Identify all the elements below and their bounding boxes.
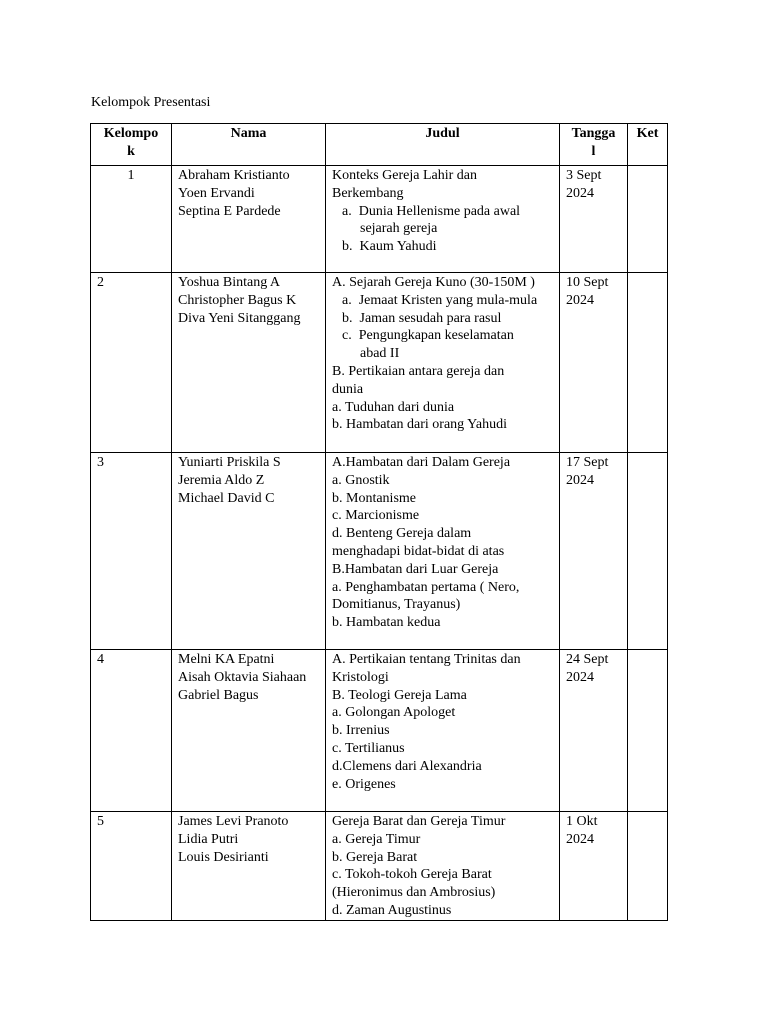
member-name: Yuniarti Priskila S: [178, 455, 281, 470]
cell-tanggal: [560, 812, 628, 921]
topic-line: c. Marcionisme: [332, 508, 420, 524]
topic-item-marker: c.: [342, 328, 352, 344]
topic-line: menghadapi bidat-bidat di atas: [332, 543, 505, 559]
topic-line: d.Clemens dari Alexandria: [332, 758, 482, 774]
topic-line: b. Hambatan kedua: [332, 615, 441, 631]
header-label-line: Tangga: [571, 126, 616, 141]
topic-line: c. Tokoh-tokoh Gereja Barat: [332, 867, 492, 883]
topic-line: B.Hambatan dari Luar Gereja: [332, 561, 499, 577]
topic-item-text: Dunia Hellenisme pada awal: [358, 203, 521, 219]
topic-line: d. Zaman Augustinus: [332, 902, 452, 918]
cell-ket: [628, 812, 668, 921]
topic-item-text: Jaman sesudah para rasul: [359, 310, 502, 326]
topic-line: d. Benteng Gereja dalam: [332, 526, 472, 542]
header-label-line: l: [591, 143, 596, 159]
cell-ket: [628, 453, 668, 650]
topic-item: [332, 203, 553, 221]
member-name: Diva Yeni Sitanggang: [178, 310, 301, 326]
cell-nama: [172, 812, 326, 921]
member-name: Michael David C: [178, 490, 275, 506]
member-name: Jeremia Aldo Z: [178, 472, 265, 488]
cell-judul: [326, 273, 560, 453]
topic-line: b. Gereja Barat: [332, 849, 418, 865]
cell-kelompok: 2: [91, 273, 172, 453]
cell-tanggal: [560, 453, 628, 650]
member-name: Septina E Pardede: [178, 203, 281, 219]
member-name: Christopher Bagus K: [178, 292, 297, 308]
member-name: Lidia Putri: [178, 831, 239, 847]
table-row: [91, 812, 668, 921]
member-name: Abraham Kristianto: [178, 168, 290, 183]
date-line: 10 Sept: [566, 275, 609, 290]
table-row: [91, 650, 668, 812]
topic-line: Konteks Gereja Lahir dan: [332, 168, 477, 183]
header-nama: Nama: [172, 124, 326, 166]
date-line: 2024: [566, 472, 594, 488]
topic-line: A. Pertikaian tentang Trinitas dan: [332, 652, 521, 667]
cell-tanggal: [560, 166, 628, 273]
header-ket: Ket: [628, 124, 668, 166]
topic-line: A. Sejarah Gereja Kuno (30-150M ): [332, 275, 535, 290]
header-label-line: Kelompo: [103, 126, 159, 141]
topic-line: Berkembang: [332, 185, 404, 201]
topic-line: A.Hambatan dari Dalam Gereja: [332, 455, 511, 470]
date-line: 2024: [566, 831, 594, 847]
topic-item-continuation: abad II: [360, 346, 400, 362]
header-tanggal-label: [566, 125, 621, 161]
cell-kelompok: 3: [91, 453, 172, 650]
cell-nama: [172, 273, 326, 453]
date-line: 2024: [566, 669, 594, 685]
member-name: Louis Desirianti: [178, 849, 269, 865]
table-row: [91, 273, 668, 453]
table-header-row: [91, 124, 668, 166]
table-row: [91, 166, 668, 273]
topic-item: [332, 310, 553, 328]
topic-item: [332, 292, 553, 310]
member-name: Yoshua Bintang A: [178, 275, 281, 290]
topic-item-marker: a.: [342, 203, 352, 219]
cell-kelompok: 1: [91, 166, 172, 273]
member-name: Yoen Ervandi: [178, 185, 255, 201]
topic-line: a. Penghambatan pertama ( Nero,: [332, 579, 520, 595]
topic-line: a. Tuduhan dari dunia: [332, 399, 455, 415]
topic-line: Domitianus, Trayanus): [332, 597, 461, 613]
topic-item-continuation: sejarah gereja: [360, 221, 438, 237]
header-kelompok-label: [97, 125, 165, 161]
topic-line: B. Teologi Gereja Lama: [332, 687, 467, 703]
header-kelompok: [91, 124, 172, 166]
topic-line: b. Hambatan dari orang Yahudi: [332, 417, 507, 433]
document-title: Kelompok Presentasi: [91, 95, 211, 110]
date-line: 24 Sept: [566, 652, 609, 667]
cell-judul: [326, 812, 560, 921]
topic-line: b. Irrenius: [332, 723, 390, 739]
presentation-table: [90, 123, 668, 921]
date-line: 2024: [566, 185, 594, 201]
header-label-line: k: [127, 143, 135, 159]
topic-line: a. Gereja Timur: [332, 831, 421, 847]
topic-line: Gereja Barat dan Gereja Timur: [332, 814, 506, 829]
cell-ket: [628, 650, 668, 812]
topic-item: [332, 238, 553, 256]
topic-item-text: Pengungkapan keselamatan: [358, 328, 514, 344]
topic-item-text: Kaum Yahudi: [359, 239, 437, 255]
header-judul: Judul: [326, 124, 560, 166]
topic-item-marker: b.: [342, 310, 353, 326]
topic-line: a. Gnostik: [332, 472, 390, 488]
topic-line: e. Origenes: [332, 776, 396, 792]
topic-item: [332, 327, 553, 345]
cell-tanggal: [560, 650, 628, 812]
member-name: Gabriel Bagus: [178, 687, 259, 703]
cell-ket: [628, 166, 668, 273]
member-name: Aisah Oktavia Siahaan: [178, 669, 307, 685]
cell-nama: [172, 166, 326, 273]
cell-tanggal: [560, 273, 628, 453]
cell-nama: [172, 650, 326, 812]
topic-line: Kristologi: [332, 669, 389, 685]
member-name: James Levi Pranoto: [178, 814, 289, 829]
topic-item-text: Jemaat Kristen yang mula-mula: [358, 292, 538, 308]
cell-nama: [172, 453, 326, 650]
member-name: Melni KA Epatni: [178, 652, 275, 667]
date-line: 17 Sept: [566, 455, 609, 470]
cell-judul: [326, 650, 560, 812]
cell-kelompok: 4: [91, 650, 172, 812]
table-row: [91, 453, 668, 650]
cell-judul: [326, 453, 560, 650]
cell-judul: [326, 166, 560, 273]
date-line: 1 Okt: [566, 814, 598, 829]
topic-line: b. Montanisme: [332, 490, 416, 506]
date-line: 3 Sept: [566, 168, 602, 183]
topic-line: B. Pertikaian antara gereja dan: [332, 363, 505, 379]
topic-line: dunia: [332, 381, 364, 397]
topic-item-marker: a.: [342, 292, 352, 308]
header-tanggal: [560, 124, 628, 166]
topic-item-marker: b.: [342, 239, 353, 255]
cell-ket: [628, 273, 668, 453]
topic-line: c. Tertilianus: [332, 740, 405, 756]
topic-line: (Hieronimus dan Ambrosius): [332, 885, 496, 901]
topic-line: a. Golongan Apologet: [332, 705, 456, 721]
cell-kelompok: 5: [91, 812, 172, 921]
date-line: 2024: [566, 292, 594, 308]
